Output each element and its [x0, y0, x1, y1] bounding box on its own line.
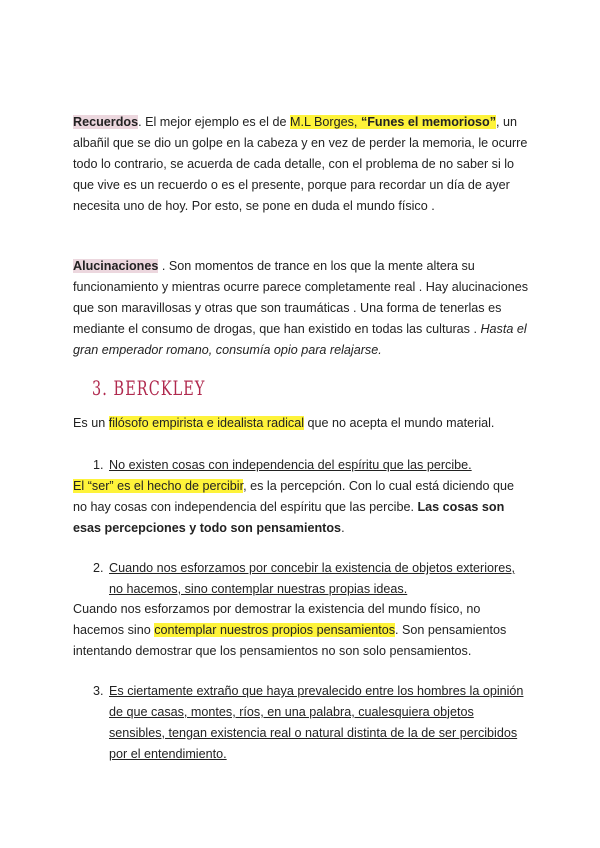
list-number-3: 3. — [93, 684, 104, 698]
highlight-philosopher: filósofo empirista e idealista radical — [108, 416, 304, 430]
text: que no acepta el mundo material. — [304, 416, 495, 430]
text: , un albañil que se dio un golpe en la cabeza y en vez de perder la memoria, le ocurre todo lo contrario, se acuerda de cada detalle, con el problema de no saber si lo que vive es un recuerdo o es el presente, porque para recordar un día de ayer necesita uno de hoy. Por esto, se pone en duda el mundo físico . — [73, 115, 528, 213]
highlight-ser: El “ser” es el hecho de percibir — [73, 479, 244, 493]
underlined-text: No existen cosas con independencia del espíritu que las percibe. — [109, 458, 472, 472]
section-heading: 3. BERCKLEY — [92, 376, 206, 400]
text: , es la percepción. Con lo cual está diciendo que no hay cosas con independencia del espíritu que las percibe. — [73, 479, 515, 514]
italic-sentence: Hasta el gran emperador romano, consumía opio para relajarse. — [73, 321, 527, 357]
list-item-2-body — [73, 599, 528, 662]
text: . — [341, 520, 345, 535]
highlight-pensamientos: contemplar nuestros propios pensamientos — [154, 622, 396, 637]
list-item-1-heading — [109, 455, 529, 476]
list-number-1: 1. — [93, 458, 104, 472]
text: Cuando nos esforzamos por demostrar la existencia del mundo físico, no hacemos sino — [73, 602, 481, 637]
term-alucinaciones: Alucinaciones — [73, 259, 159, 273]
text: . El mejor ejemplo es el de — [138, 115, 290, 129]
highlight-title: “Funes el memorioso” — [360, 115, 497, 129]
text: . Son pensamientos intentando demostrar que los pensamientos no son solo pensamientos. — [73, 622, 507, 658]
bold-text: Las cosas son esas percepciones y todo son pensamientos — [73, 499, 505, 535]
list-item-3-heading — [109, 681, 529, 765]
paragraph-recuerdos — [73, 112, 528, 217]
underlined-text: Es ciertamente extraño que haya prevalecido entre los hombres la opinión de que casas, montes, ríos, en una palabra, cualesquiera objetos sensibles, tengan existencia real o natural distinta de la de ser percibidos por el entendimiento. — [109, 684, 524, 761]
underlined-text: Cuando nos esforzamos por concebir la existencia de objetos exteriores, no hacemos, sino contemplar nuestras propias ideas. — [109, 561, 516, 596]
highlight-author: M.L Borges, — [290, 115, 361, 129]
term-recuerdos: Recuerdos — [73, 115, 139, 129]
list-item-2-heading — [109, 558, 529, 600]
paragraph-alucinaciones — [73, 256, 528, 361]
list-number-2: 2. — [93, 561, 104, 575]
intro-paragraph — [73, 413, 528, 434]
text: . Son momentos de trance en los que la mente altera su funcionamiento y mientras ocurre parece completamente real . Hay alucinaciones que son maravillosas y otras que son traumáticas . Una forma de tenerlas es mediante el consumo de drogas, que han existido en todas las culturas . — [73, 259, 529, 336]
text: Es un — [73, 416, 109, 430]
list-item-1-body — [73, 476, 528, 539]
